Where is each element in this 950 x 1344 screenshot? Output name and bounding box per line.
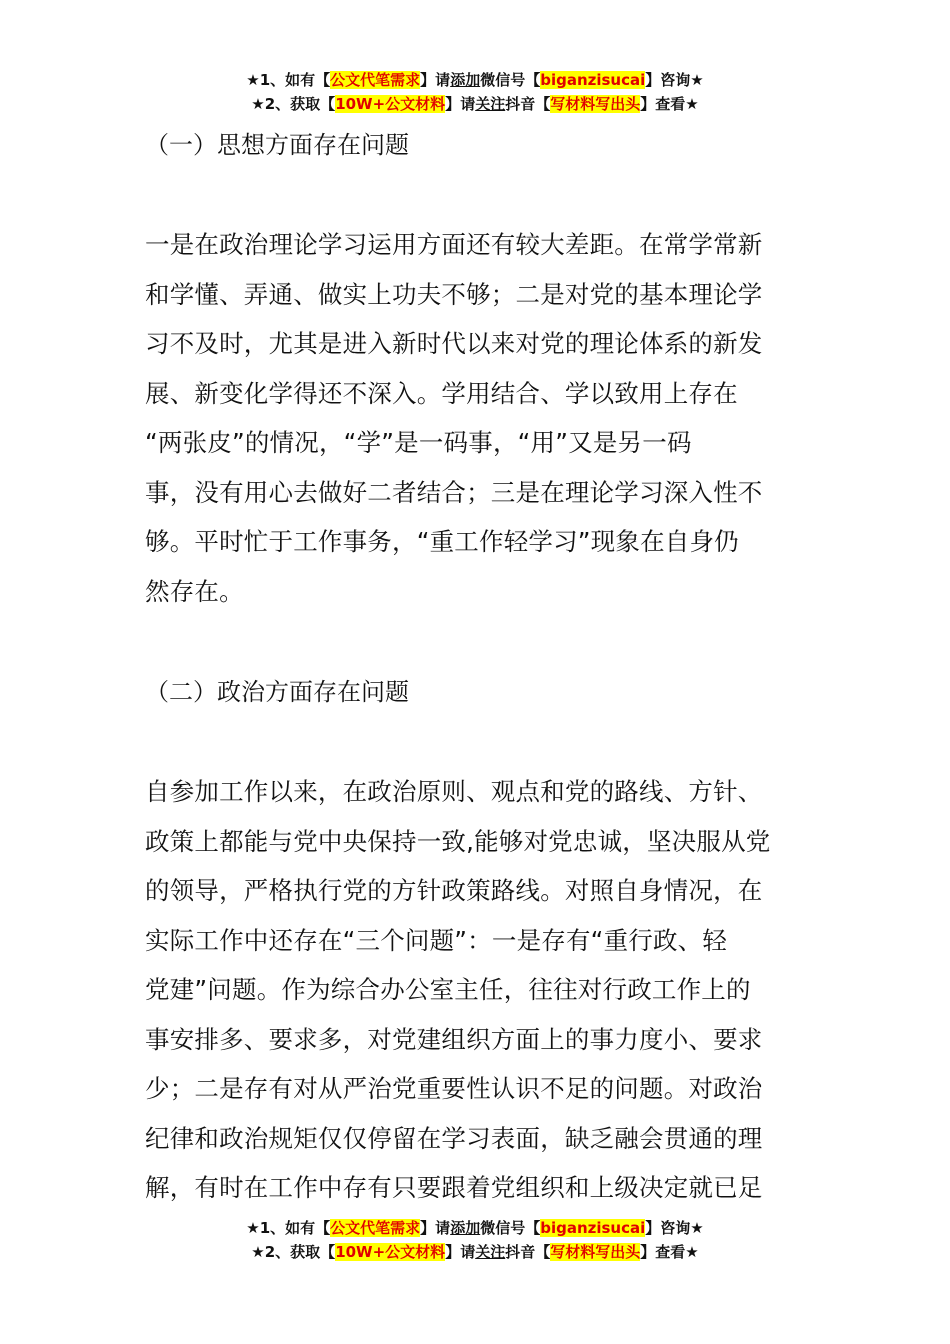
paragraph-line: 政策上都能与党中央保持一致,能够对党忠诚，坚决服从党 bbox=[145, 826, 771, 856]
banner-text: 】请 bbox=[420, 71, 451, 89]
banner-text: ★2、获取【 bbox=[251, 95, 336, 113]
banner-text: 】咨询★ bbox=[645, 1219, 704, 1237]
section-paragraph-thought bbox=[145, 220, 810, 616]
footer-banner bbox=[0, 1216, 950, 1264]
banner-underline: 添加 bbox=[450, 1219, 481, 1237]
banner-underline: 关注 bbox=[475, 95, 506, 113]
paragraph-line: 然存在。 bbox=[145, 576, 244, 606]
banner-line-1 bbox=[0, 68, 950, 92]
paragraph-line: 一是在政治理论学习运用方面还有较大差距。在常学常新 bbox=[145, 230, 763, 259]
banner-text: 抖音【 bbox=[505, 95, 551, 113]
banner-text: 】请 bbox=[445, 1243, 476, 1261]
paragraph-line: 够。平时忙于工作事务，“重工作轻学习”现象在自身仍 bbox=[145, 527, 739, 556]
banner-text: 】请 bbox=[420, 1219, 451, 1237]
paragraph-line: 自参加工作以来，在政治原则、观点和党的路线、方针、 bbox=[145, 777, 763, 806]
banner-text: 微信号【 bbox=[480, 1219, 541, 1237]
banner-douyin-id: 写材料写出头 bbox=[550, 95, 641, 113]
banner-text: 】查看★ bbox=[640, 95, 699, 113]
banner-wechat-id: biganzisucai bbox=[540, 71, 646, 89]
banner-highlight: 10W+公文材料 bbox=[335, 1243, 446, 1261]
paragraph-line: 事，没有用心去做好二者结合；三是在理论学习深入性不 bbox=[145, 477, 763, 507]
header-banner bbox=[0, 68, 950, 116]
banner-line-2 bbox=[0, 1240, 950, 1264]
paragraph-line: 事安排多、要求多，对党建组织方面上的事力度小、要求 bbox=[145, 1024, 763, 1054]
paragraph-line: 的领导，严格执行党的方针政策路线。对照自身情况，在 bbox=[145, 876, 763, 905]
banner-wechat-id: biganzisucai bbox=[540, 1219, 646, 1237]
paragraph-line: 少；二是存有对从严治党重要性认识不足的问题。对政治 bbox=[145, 1074, 763, 1103]
section-heading-politics: （二）政治方面存在问题 bbox=[145, 678, 409, 706]
paragraph-line: 习不及时，尤其是进入新时代以来对党的理论体系的新发 bbox=[145, 329, 763, 358]
banner-douyin-id: 写材料写出头 bbox=[550, 1243, 641, 1261]
section-heading-thought: （一）思想方面存在问题 bbox=[145, 131, 409, 159]
paragraph-line: 党建”问题。作为综合办公室主任，往往对行政工作上的 bbox=[145, 975, 751, 1004]
paragraph-line: 实际工作中还存在“三个问题”：一是存有“重行政、轻 bbox=[145, 925, 728, 955]
paragraph-line: 纪律和政治规矩仅仅停留在学习表面，缺乏融会贯通的理 bbox=[145, 1123, 763, 1153]
paragraph-line: 和学懂、弄通、做实上功夫不够；二是对党的基本理论学 bbox=[145, 279, 763, 309]
banner-text: ★2、获取【 bbox=[251, 1243, 336, 1261]
banner-text: 】请 bbox=[445, 95, 476, 113]
paragraph-line: “两张皮”的情况，“学”是一码事，“用”又是另一码 bbox=[145, 428, 692, 457]
banner-text: ★1、如有【 bbox=[246, 71, 331, 89]
banner-line-1 bbox=[0, 1216, 950, 1240]
banner-highlight: 10W+公文材料 bbox=[335, 95, 446, 113]
section-paragraph-politics bbox=[145, 767, 810, 1213]
banner-underline: 关注 bbox=[475, 1243, 506, 1261]
banner-underline: 添加 bbox=[450, 71, 481, 89]
paragraph-line: 解，有时在工作中存有只要跟着党组织和上级决定就已足 bbox=[145, 1173, 763, 1202]
banner-text: 】查看★ bbox=[640, 1243, 699, 1261]
paragraph-line: 展、新变化学得还不深入。学用结合、学以致用上存在 bbox=[145, 378, 738, 408]
banner-highlight: 公文代笔需求 bbox=[330, 71, 421, 89]
banner-line-2 bbox=[0, 92, 950, 116]
banner-text: ★1、如有【 bbox=[246, 1219, 331, 1237]
banner-text: 微信号【 bbox=[480, 71, 541, 89]
banner-highlight: 公文代笔需求 bbox=[330, 1219, 421, 1237]
banner-text: 抖音【 bbox=[505, 1243, 551, 1261]
banner-text: 】咨询★ bbox=[645, 71, 704, 89]
